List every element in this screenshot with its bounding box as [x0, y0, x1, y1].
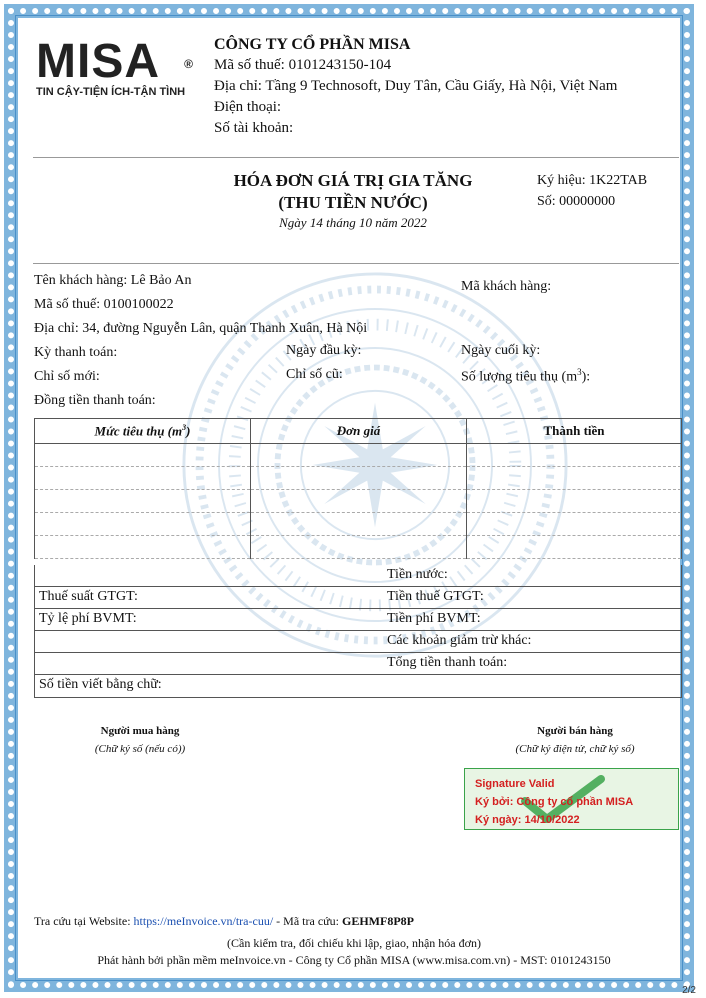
logo-wordmark: MISA ®: [36, 35, 194, 88]
buyer-name: Tên khách hàng: Lê Bảo An: [34, 273, 192, 288]
company-logo: [36, 35, 196, 98]
col-unit-price: Đơn giá: [251, 419, 467, 444]
summary-row: [35, 631, 681, 653]
summary-box: [34, 565, 682, 698]
vat-rate: Thuế suất GTGT:: [39, 589, 138, 604]
seller-address: Địa chỉ: Tầng 9 Technosoft, Duy Tân, Cầu Giấy, Hà Nội, Việt Nam: [214, 78, 618, 94]
new-index: Chỉ số mới:: [34, 369, 100, 384]
invoice-date: Ngày 14 tháng 10 năm 2022: [279, 215, 427, 230]
issued-by: Phát hành bởi phần mềm meInvoice.vn - Công ty Cổ phần MISA (www.misa.com.vn) - MST: 0101243150: [97, 953, 611, 967]
currency: Đồng tiền thanh toán:: [34, 393, 156, 408]
vat-amount: Tiền thuế GTGT:: [387, 589, 484, 604]
signed-date: Ký ngày: 14/10/2022: [475, 814, 580, 826]
signed-by: Ký bởi: Công ty cổ phần MISA: [475, 796, 634, 808]
lookup-code: GEHMF8P8P: [341, 914, 414, 928]
logo-tagline: TIN CẬY-TIỆN ÍCH-TẬN TÌNH: [36, 86, 186, 98]
seller-info: [214, 34, 617, 139]
digital-signature-box[interactable]: [464, 768, 679, 830]
seller-account: Số tài khoản:: [214, 120, 294, 136]
invoice-symbol: Ký hiệu: 1K22TAB: [537, 173, 648, 188]
signature-valid: Signature Valid: [475, 778, 555, 790]
summary-row: [35, 675, 681, 697]
page-number: 2/2: [682, 985, 696, 996]
old-index: Chỉ số cũ:: [286, 367, 343, 382]
seller-phone: Điện thoại:: [214, 99, 282, 115]
table-row: [35, 490, 682, 513]
buyer-sign-note: (Chữ ký số (nếu có)): [94, 743, 186, 755]
table-row: [35, 536, 682, 559]
divider-mid: [33, 263, 679, 264]
period-start: Ngày đầu kỳ:: [286, 343, 362, 358]
footer-note: (Cần kiểm tra, đối chiếu khi lập, giao, nhận hóa đơn): [227, 936, 481, 950]
env-fee: Tiền phí BVMT:: [387, 611, 481, 626]
buyer-signature: [60, 725, 220, 755]
deductions: Các khoản giảm trừ khác:: [387, 633, 532, 648]
payment-period: Kỳ thanh toán:: [34, 345, 118, 360]
lookup-line: Tra cứu tại Website: https://meInvoice.vn/tra-cuu/ - Mã tra cứu: GEHMF8P8P: [34, 914, 414, 928]
table-row: [35, 467, 682, 490]
period-end: Ngày cuối kỳ:: [461, 343, 541, 358]
col-consumption-level: Mức tiêu thụ $(m^3)$: [35, 419, 251, 444]
seller-tax-code: Mã số thuế: 0101243150-104: [214, 57, 392, 73]
seller-sign-title: Người bán hàng: [537, 725, 613, 737]
consumption: Số lượng tiêu thụ $(m^3)$:: [461, 367, 591, 385]
customer-code: Mã khách hàng:: [461, 279, 552, 294]
invoice-serial: [537, 170, 647, 212]
summary-row: [35, 565, 681, 587]
buyer-address: Địa chỉ: 34, đường Nguyễn Lân, quận Thanh Xuân, Hà Nội: [34, 321, 368, 336]
invoice-subtitle: (THU TIỀN NƯỚC): [278, 193, 428, 212]
summary-row: [35, 609, 681, 631]
invoice-title-block: [200, 170, 506, 232]
seller-signature: [490, 725, 660, 755]
seller-sign-note: (Chữ ký điện tử, chữ ký số): [515, 743, 635, 755]
summary-row: [35, 653, 681, 675]
table-row: [35, 444, 682, 467]
table-header-row: [35, 419, 682, 444]
divider-top: [33, 157, 679, 158]
buyer-sign-title: Người mua hàng: [100, 725, 180, 737]
amount-in-words: Số tiền viết bằng chữ:: [39, 677, 162, 692]
buyer-tax-code: Mã số thuế: 0100100022: [34, 297, 174, 312]
col-amount: Thành tiền: [467, 419, 682, 444]
water-amount: Tiền nước:: [387, 567, 448, 582]
lookup-link[interactable]: https://meInvoice.vn/tra-cuu/: [133, 914, 274, 928]
table-row: [35, 513, 682, 536]
summary-row: [35, 587, 681, 609]
seller-name: CÔNG TY CỔ PHẦN MISA: [214, 36, 411, 53]
invoice-number: Số: 00000000: [537, 194, 616, 209]
invoice-title: HÓA ĐƠN GIÁ TRỊ GIA TĂNG: [233, 171, 473, 190]
items-table: [34, 418, 682, 559]
env-rate: Tỷ lệ phí BVMT:: [39, 611, 137, 626]
total-payment: Tổng tiền thanh toán:: [387, 655, 508, 670]
